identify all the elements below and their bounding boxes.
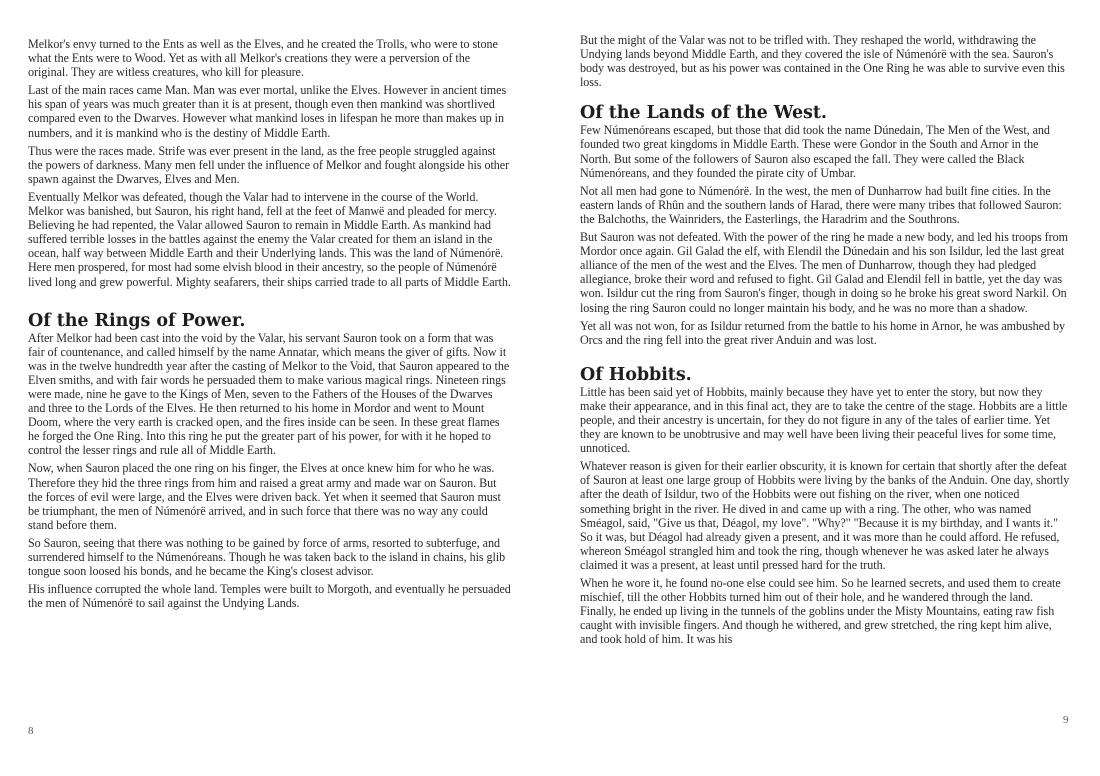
paragraph: Now, when Sauron placed the one ring on his finger, the Elves at once knew him for who he was. Therefore they hid the three rings from him and raised a great army and made war on Sauron. But the forces of evil were large, and the Elves were driven back. Yet when it seemed that Sauron must be triumphant, the men of Númenórë arrived, and in such force that there was no way any could stand before them. xyxy=(28,461,501,532)
section-heading: Of the Rings of Power. xyxy=(28,310,246,331)
paragraph: But Sauron was not defeated. With the power of the ring he made a new body, and led his troops from Mordor once again. Gil Galad the elf, with Elendil the Dúnedain and his son Isildur, led the last great alliance of the men of the west and the Elves. The men of Dunharrow, though they had pledged allegiance, broke their word and refused to fight. Gil Galad and Elendil fell in battle, yet the day was won. Isildur cut the ring from Sauron's finger, though in doing so he broke his great sword Narkil. On losing the ring Sauron could no longer maintain his body, and he was no more than a shadow. xyxy=(580,230,1068,315)
paragraph: Melkor's envy turned to the Ents as well as the Elves, and he created the Trolls, who were to stone what the Ents were to Wood. Yet as with all Melkor's creations they were a perversion of the original. They are witless creatures, who kill for pleasure. xyxy=(28,37,498,80)
right-text-column xyxy=(580,33,1070,650)
page-number: 9 xyxy=(1063,714,1069,726)
paragraph: So Sauron, seeing that there was nothing to be gained by force of arms, resorted to subterfuge, and surrendered himself to the Númenóreans. Though he was taken back to the island in chains, his glib tongue soon loosed his bonds, and he became the King's closest advisor. xyxy=(28,535,506,579)
section-heading: Of Hobbits. xyxy=(580,364,692,385)
paragraph: Not all men had gone to Númenórë. In the west, the men of Dunharrow had built fine cities. In the eastern lands of Rhûn and the southern lands of Harad, there were many tribes that followed Sauron: the Balchoths, the Wainriders, the Easterlings, the Haradrim and the Southrons. xyxy=(580,183,1062,226)
paragraph: Thus were the races made. Strife was ever present in the land, as the free people struggled against the powers of darkness. Many men fell under the influence of Melkor and fought alongside his other spawn against the Dwarves, Elves and Men. xyxy=(28,143,510,186)
paragraph: Eventually Melkor was defeated, though the Valar had to intervene in the course of the World. Melkor was banished, but Sauron, his right hand, fell at the feet of Manwë and pleaded for mercy. Believing he had repented, the Valar allowed Sauron to remain in Middle Earth. As mankind had suffered terrible losses in the battles against the enemy the Valar created for them an island in the ocean, half way between Middle Earth and their Underlying lands. This was the land of Númenórë. Here men prospered, for most had some elvish blood in their ancestry, so the people of Númenórë lived long and grew powerful. Mighty seafarers, their ships carried trade to all parts of Middle Earth. xyxy=(28,189,511,289)
paragraph: Whatever reason is given for their earlier obscurity, it is known for certain that shortly after the defeat of Sauron at least one large group of Hobbits were living by the banks of the Anduin. One day, shortly after the death of Isildur, two of the Hobbits were out fishing on the river, when one noticed something bright in the river. He dived in and came up with a ring. The other, who was named Sméagol, said, "Give us that, Déagol, my love". "Why?" "Because it is my birthday, and I wants it." So it was, but Déagol had already given a present, and it was more than he could afford. He refused, whereon Sméagol strangled him and took the ring, though whenever he was asked later he always claimed it was a present, at least until pressed hard for the truth. xyxy=(580,459,1070,572)
section-heading: Of the Lands of the West. xyxy=(580,103,827,124)
paragraph: Last of the main races came Man. Man was ever mortal, unlike the Elves. However in ancient times his span of years was much greater than it is at present, though even then mankind was shortlived compared even to the Dwarves. However what mankind loses in lifespan he more than makes up in numbers, and it is mankind who is the destiny of Middle Earth. xyxy=(28,83,507,140)
left-text-column xyxy=(28,37,512,614)
paragraph: After Melkor had been cast into the void by the Valar, his servant Sauron took on a form that was fair of countenance, and called himself by the name Annatar, which means the giver of gifts. Now it was in the twelve hundredth year after the casting of Melkor to the Void, that Sauron appeared to the Elven smiths, and with fair words he persuaded them to make various magical rings. Nineteen rings were made, nine he gave to the Kings of Men, seven to the Fathers of the Houses of the Dwarves and three to the Lords of the Elves. He then returned to his home in Mordor and went to Mount Doom, where the very earth is cracked open, and the fires inside can be seen. In these great flames he forged the One Ring. Into this ring he put the greater part of his power, for with it he hoped to control the lesser rings and rule all of Middle Earth. xyxy=(28,330,510,458)
paragraph: Little has been said yet of Hobbits, mainly because they have yet to enter the story, but now they make their appearance, and in this final act, they are to take the centre of the stage. Hobbits are a little people, and their ancestry is uncertain, for they do not figure in any of the tales of earlier time. Yet they are known to be unobtrusive and may well have been living their peaceful lives for some time, unnoticed. xyxy=(580,384,1068,456)
page-number: 8 xyxy=(28,725,34,737)
paragraph: Yet all was not won, for as Isildur returned from the battle to his home in Arnor, he was ambushed by Orcs and the ring fell into the great river Anduin and was lost. xyxy=(580,318,1065,347)
paragraph: But the might of the Valar was not to be trifled with. They reshaped the world, withdrawing the Undying lands beyond Middle Earth, and they covered the isle of Númenórë with the sea. Sauron's body was destroyed, but as his power was contained in the One Ring he was able to survive even this loss. xyxy=(580,33,1065,90)
paragraph: Few Númenóreans escaped, but those that did took the name Dúnedain, The Men of the West, and founded two great kingdoms in Middle Earth. These were Gondor in the South and Arnor in the North. But some of the followers of Sauron also escaped the fall. They were called the Black Númenóreans, and they founded the pirate city of Umbar. xyxy=(580,123,1050,180)
paragraph: When he wore it, he found no-one else could see him. So he learned secrets, and used them to create mischief, till the other Hobbits turned him out of their hole, and he wandered through the land. Finally, he ended up living in the tunnels of the goblins under the Misty Mountains, eating raw fish caught with invisible fingers. And though he withered, and grew stretched, the ring kept him alive, and took hold of him. It was his xyxy=(580,576,1061,647)
paragraph: His influence corrupted the whole land. Temples were built to Morgoth, and eventually he persuaded the men of Númenórë to sail against the Undying Lands. xyxy=(28,582,511,611)
